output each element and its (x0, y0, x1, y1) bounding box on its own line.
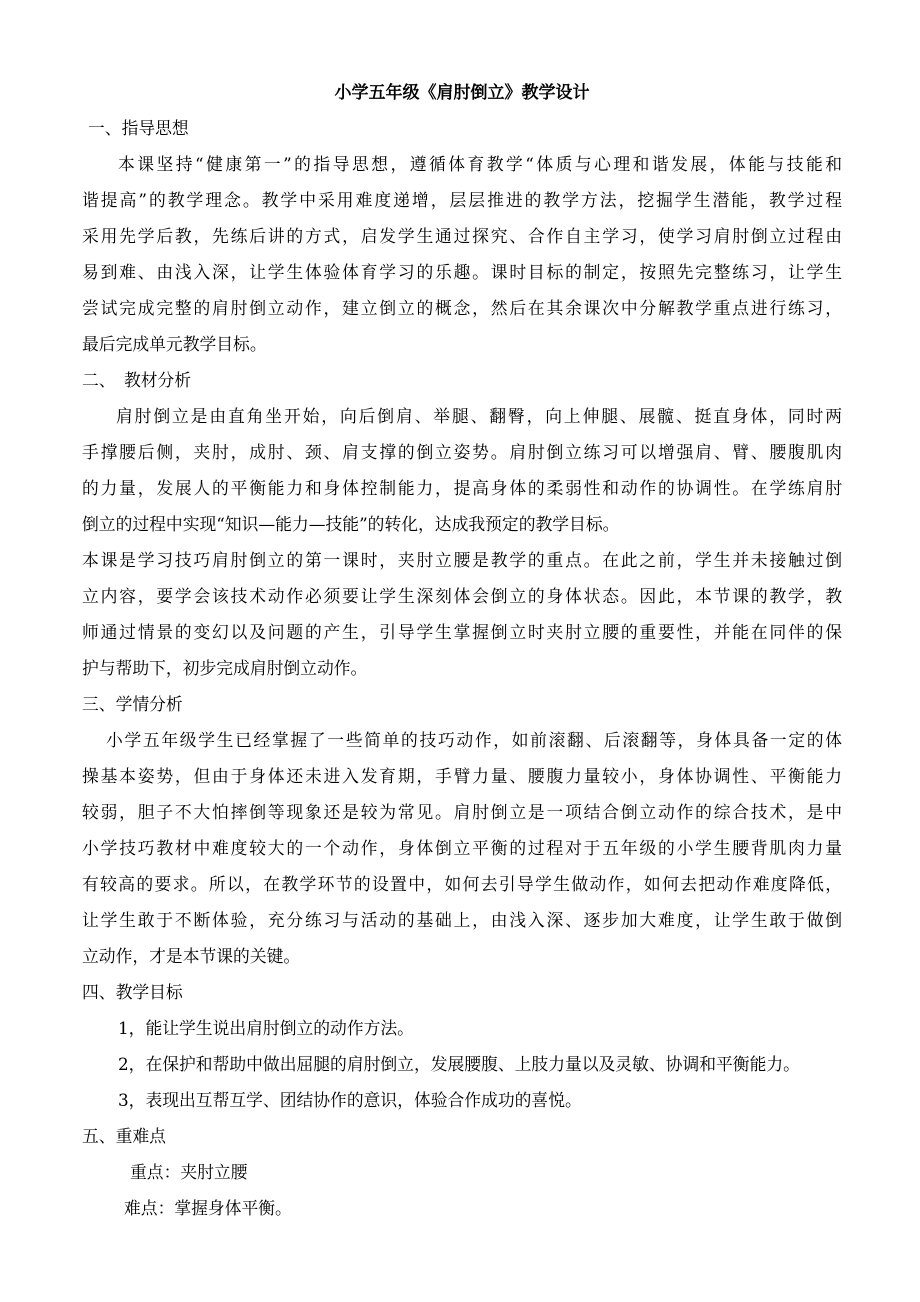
paragraph-line: 护与帮助下，初步完成肩肘倒立动作。 (82, 658, 368, 678)
paragraph-line: 小学五年级学生已经掌握了一些简单的技巧动作，如前滚翻、后滚翻等，身体具备一定的体 (106, 730, 842, 750)
paragraph-line: 较弱，胆子不大怕摔倒等现象还是较为常见。肩肘倒立是一项结合倒立动作的综合技术，是中 (82, 802, 842, 822)
objective-item: 2，在保护和帮助中做出屈腿的肩肘倒立，发展腰腹、上肢力量以及灵敏、协调和平衡能力。 (118, 1054, 800, 1074)
objective-item: 1，能让学生说出肩肘倒立的动作方法。 (118, 1018, 414, 1038)
paragraph-line: 尝试完成完整的肩肘倒立动作，建立倒立的概念，然后在其余课次中分解教学重点进行练习， (82, 298, 842, 318)
difficult-point: 难点：掌握身体平衡。 (124, 1198, 292, 1218)
paragraph-line: 手撑腰后侧，夹肘，成肘、颈、肩支撑的倒立姿势。肩肘倒立练习可以增强肩、臂、腰腹肌肉 (82, 442, 842, 462)
section-heading: 一、指导思想 (88, 118, 189, 138)
paragraph-line: 有较高的要求。所以，在教学环节的设置中，如何去引导学生做动作，如何去把动作难度降低， (82, 874, 842, 894)
paragraph-line: 操基本姿势，但由于身体还未进入发育期，手臂力量、腰腹力量较小，身体协调性、平衡能力 (82, 766, 842, 786)
paragraph-line: 肩肘倒立是由直角坐开始，向后倒肩、举腿、翻臀，向上伸腿、展髋、挺直身体，同时两 (116, 406, 842, 426)
section-heading: 二、 教材分析 (82, 370, 192, 390)
section-heading: 四、教学目标 (82, 982, 183, 1002)
key-point: 重点：夹肘立腰 (130, 1162, 248, 1182)
paragraph-line: 立内容，要学会该技术动作必须要让学生深刻体会倒立的身体状态。因此，本节课的教学，教 (82, 586, 842, 606)
paragraph-line: 师通过情景的变幻以及问题的产生，引导学生掌握倒立时夹肘立腰的重要性，并能在同伴的保 (82, 622, 842, 642)
paragraph-line: 的力量，发展人的平衡能力和身体控制能力，提高身体的柔弱性和动作的协调性。在学练肩肘 (82, 478, 842, 498)
document (82, 76, 842, 1226)
objective-item: 3，表现出互帮互学、团结协作的意识，体验合作成功的喜悦。 (118, 1090, 582, 1110)
paragraph-line: 立动作，才是本节课的关键。 (82, 946, 301, 966)
paragraph-line: 谐提高”的教学理念。教学中采用难度递增，层层推进的教学方法，挖掘学生潜能，教学过程 (82, 190, 842, 210)
paragraph-line: 最后完成单元教学目标。 (82, 334, 267, 354)
section-heading: 三、学情分析 (82, 694, 183, 714)
paragraph-line: 小学技巧教材中难度较大的一个动作，身体倒立平衡的过程对于五年级的小学生腰背肌肉力量 (82, 838, 842, 858)
document-title: 小学五年级《肩肘倒立》教学设计 (334, 83, 590, 103)
paragraph-line: 采用先学后教，先练后讲的方式，启发学生通过探究、合作自主学习，使学习肩肘倒立过程由 (82, 226, 842, 246)
paragraph-line: 倒立的过程中实现“知识—能力—技能”的转化，达成我预定的教学目标。 (82, 514, 620, 534)
section-heading: 五、重难点 (82, 1126, 166, 1146)
paragraph-line: 本课是学习技巧肩肘倒立的第一课时，夹肘立腰是教学的重点。在此之前，学生并未接触过倒 (82, 550, 842, 570)
paragraph-line: 本课坚持“健康第一”的指导思想，遵循体育教学“体质与心理和谐发展，体能与技能和 (118, 154, 842, 174)
paragraph-line: 让学生敢于不断体验，充分练习与活动的基础上，由浅入深、逐步加大难度，让学生敢于做倒 (82, 910, 842, 930)
paragraph-line: 易到难、由浅入深，让学生体验体育学习的乐趣。课时目标的制定，按照先完整练习，让学生 (82, 262, 842, 282)
